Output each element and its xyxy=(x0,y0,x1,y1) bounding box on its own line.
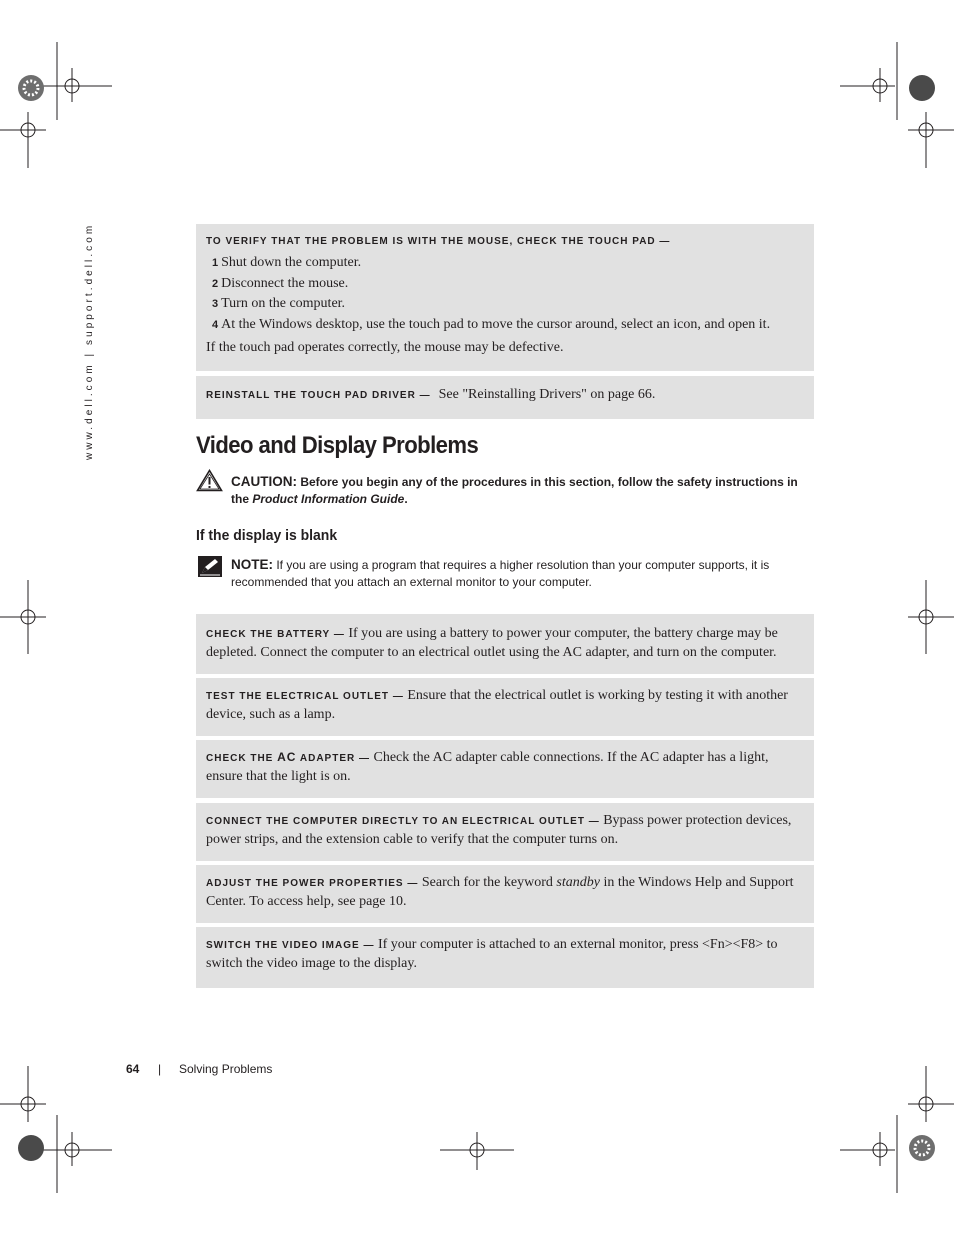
page-number: 64 xyxy=(126,1062,140,1076)
switch-video-heading: SWITCH THE VIDEO IMAGE — xyxy=(206,940,375,951)
step-item xyxy=(212,274,804,295)
heading-part: CHECK THE xyxy=(206,753,278,764)
chapter-title: Solving Problems xyxy=(179,1062,273,1076)
caution-text: Before you begin any of the procedures in this section, follow the safety instructions in the xyxy=(231,475,798,506)
caution-end: . xyxy=(404,492,408,506)
note-pencil-icon xyxy=(198,556,222,577)
step-number: 4 xyxy=(212,318,219,331)
mouse-check-box xyxy=(196,224,814,371)
section-title: Video and Display Problems xyxy=(196,432,479,459)
step-text: Shut down the computer. xyxy=(221,255,362,270)
check-battery-box xyxy=(196,614,814,674)
reinstall-driver-text: See "Reinstalling Drivers" on page 66. xyxy=(438,387,656,402)
check-battery-text: If you are using a battery to power your computer, the battery charge may be depleted. Connect the computer to an electrical outlet using the AC adapter, and turn on the computer. xyxy=(206,626,778,660)
mouse-check-heading xyxy=(206,236,804,247)
note-label: NOTE: xyxy=(231,557,273,572)
switch-video-text: If your computer is attached to an external monitor, press <Fn><F8> to switch the video image to the display. xyxy=(206,937,778,971)
mouse-check-heading-text: TO VERIFY THAT THE PROBLEM IS WITH THE MOUSE, CHECK THE TOUCH PAD — xyxy=(206,236,671,247)
step-item xyxy=(212,253,804,274)
step-item xyxy=(212,315,804,336)
side-url: www.dell.com | support.dell.com xyxy=(84,222,95,460)
connect-outlet-box xyxy=(196,803,814,861)
step-text: Turn on the computer. xyxy=(221,296,346,311)
note-notice xyxy=(231,556,816,591)
test-outlet-text: Ensure that the electrical outlet is working by testing it with another device, such as a lamp. xyxy=(206,688,788,722)
adjust-power-text-post: in the Windows Help and Support Center. To access help, see page 10. xyxy=(206,875,794,909)
reinstall-driver-heading: REINSTALL THE TOUCH PAD DRIVER — xyxy=(206,390,431,401)
heading-part: AC xyxy=(277,750,297,764)
step-text: At the Windows desktop, use the touch pad to move the cursor around, select an icon, and open it. xyxy=(221,316,771,332)
heading-part: ADAPTER — xyxy=(296,753,370,764)
test-outlet-heading: TEST THE ELECTRICAL OUTLET — xyxy=(206,691,404,702)
check-ac-adapter-text: Check the AC adapter cable connections. If the AC adapter has a light, ensure that the light is on. xyxy=(206,750,769,784)
switch-video-box xyxy=(196,927,814,988)
footer-separator: | xyxy=(158,1062,162,1076)
step-number: 1 xyxy=(212,257,219,269)
mouse-check-note: If the touch pad operates correctly, the mouse may be defective. xyxy=(206,340,564,355)
adjust-power-keyword: standby xyxy=(556,875,600,890)
check-battery-heading: CHECK THE BATTERY — xyxy=(206,629,345,640)
test-outlet-box xyxy=(196,678,814,736)
adjust-power-box xyxy=(196,865,814,923)
check-ac-adapter-heading xyxy=(206,750,370,764)
check-ac-adapter-box xyxy=(196,740,814,798)
note-text: If you are using a program that requires a higher resolution than your computer supports, it is recommended that you attach an external monitor to your computer. xyxy=(231,558,770,589)
caution-label: CAUTION: xyxy=(231,474,297,489)
caution-triangle-icon xyxy=(196,469,223,492)
caution-notice xyxy=(231,473,816,508)
connect-outlet-heading: CONNECT THE COMPUTER DIRECTLY TO AN ELECTRICAL OUTLET — xyxy=(206,816,600,827)
step-item xyxy=(212,294,804,315)
step-text: Disconnect the mouse. xyxy=(221,275,349,291)
subsection-title: If the display is blank xyxy=(196,527,338,544)
caution-guide: Product Information Guide xyxy=(252,492,405,506)
adjust-power-text-pre: Search for the keyword xyxy=(421,875,557,890)
step-number: 2 xyxy=(212,277,219,290)
reinstall-driver-box xyxy=(196,376,814,419)
adjust-power-heading: ADJUST THE POWER PROPERTIES — xyxy=(206,878,419,889)
step-number: 3 xyxy=(212,298,219,310)
connect-outlet-text: Bypass power protection devices, power strips, and the extension cable to verify that the computer turns on. xyxy=(206,813,792,847)
